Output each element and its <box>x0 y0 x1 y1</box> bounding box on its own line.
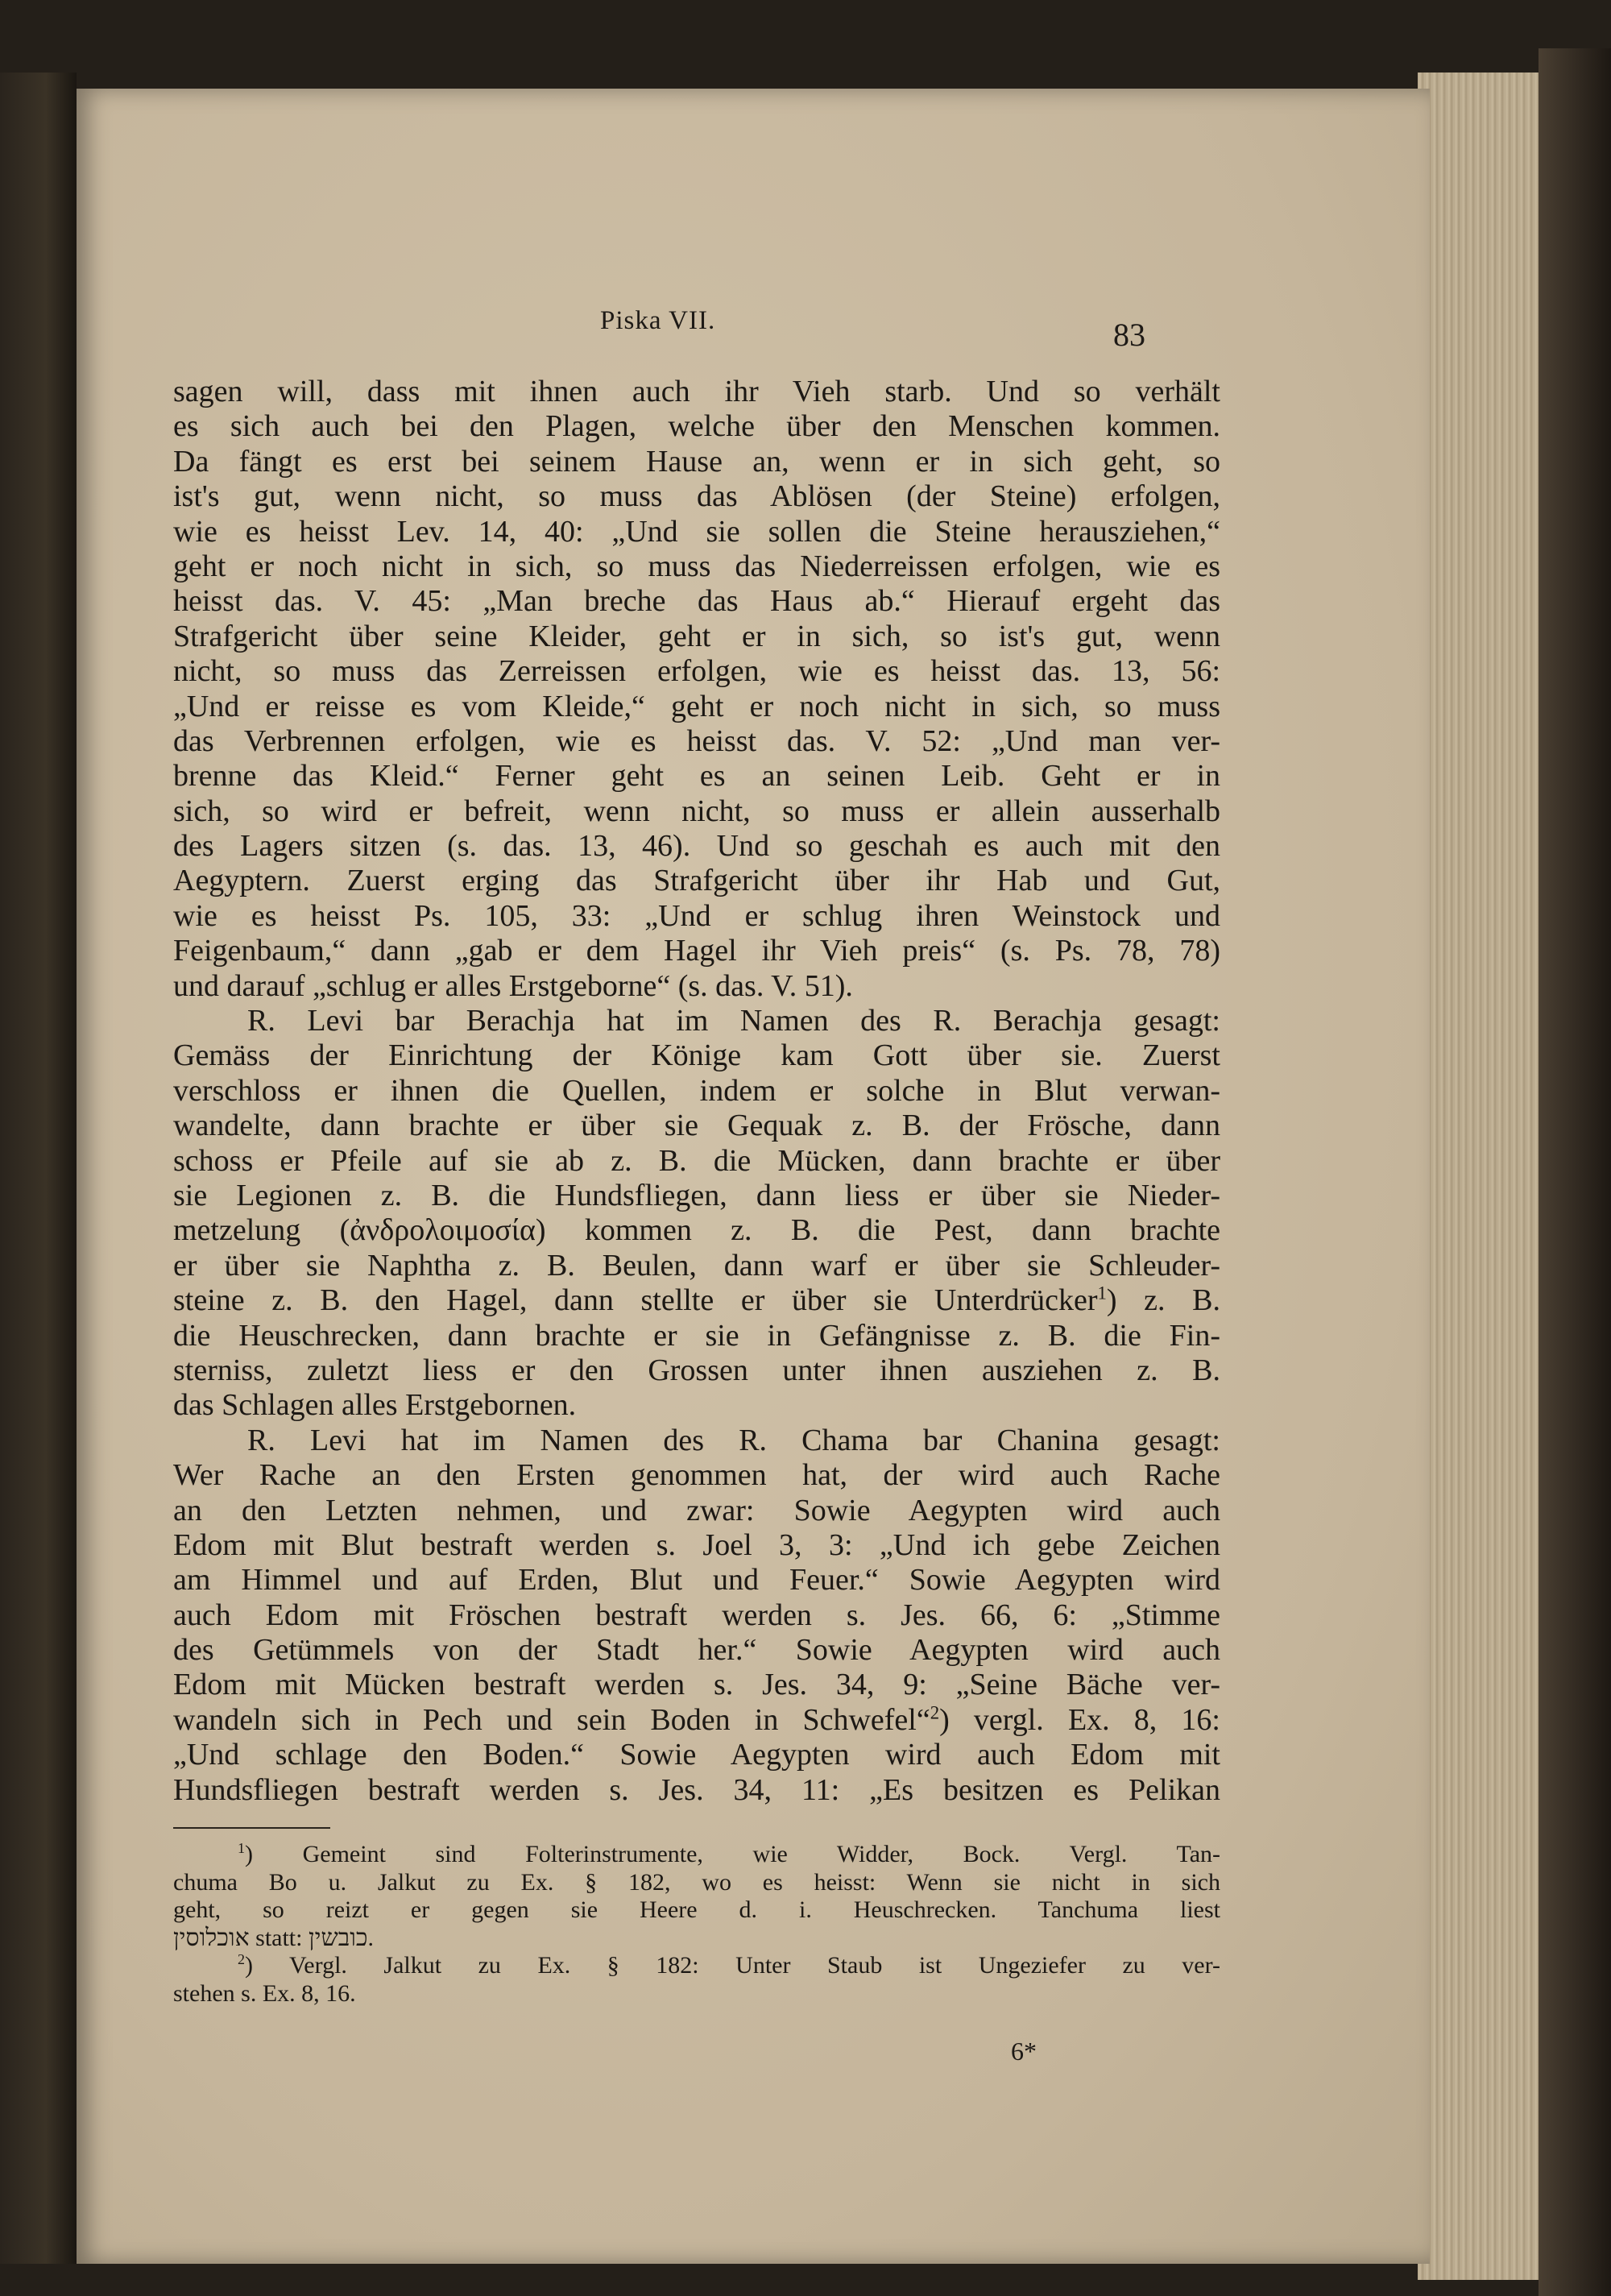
text-line: Edom mit Blut bestraft werden s. Joel 3, 3: „Und ich gebe Zeichen <box>173 1527 1220 1562</box>
text-segment: wandeln sich in Pech und sein Boden in Schwefel“ <box>173 1702 930 1737</box>
footnote-mark-1: 1 <box>238 1840 245 1856</box>
footnote-2 <box>173 1952 1220 1980</box>
footnote-text: ) Vergl. Jalkut zu Ex. § 182: Unter Staub ist Ungeziefer zu ver- <box>245 1952 1220 1979</box>
footnote-ref-1: 1 <box>1097 1283 1107 1303</box>
paragraph-start-line: R. Levi bar Berachja hat im Namen des R. Berachja gesagt: <box>247 1004 1220 1038</box>
text-line: die Heuschrecken, dann brachte er sie in Gefängnisse z. B. die Fin- <box>173 1318 1220 1353</box>
text-line: Strafgericht über seine Kleider, geht er in sich, so ist's gut, wenn <box>173 619 1220 653</box>
footnote-mark-2: 2 <box>238 1951 245 1967</box>
text-line: nicht, so muss das Zerreissen erfolgen, wie es heisst das. 13, 56: <box>173 654 1220 689</box>
text-line-with-footnote-ref <box>173 1703 1220 1738</box>
text-line: Gemäss der Einrichtung der Könige kam Gott über sie. Zuerst <box>173 1038 1220 1073</box>
text-line: es sich auch bei den Plagen, welche über den Menschen kommen. <box>173 409 1220 444</box>
text-line: das Schlagen alles Erstgebornen. <box>173 1388 577 1423</box>
page-number: 83 <box>1113 317 1145 353</box>
text-line: ist's gut, wenn nicht, so muss das Ablösen (der Steine) erfolgen, <box>173 479 1220 514</box>
text-segment: ) vergl. Ex. 8, 16: <box>939 1702 1220 1737</box>
text-line: Wer Rache an den Ersten genommen hat, der wird auch Rache <box>173 1458 1220 1493</box>
footnote-line: stehen s. Ex. 8, 16. <box>173 1979 356 2007</box>
text-line-with-footnote-ref <box>173 1283 1220 1318</box>
footnote-1 <box>173 1841 1220 1869</box>
footnote-line: אוכלוסין statt: כובשין. <box>173 1924 375 1951</box>
footnote-line: geht, so reizt er gegen sie Heere d. i. Heuschrecken. Tanchuma liest <box>173 1896 1220 1923</box>
text-line: das Verbrennen erfolgen, wie es heisst das. V. 52: „Und man ver- <box>173 723 1220 758</box>
text-segment: ) z. B. <box>1106 1283 1220 1318</box>
footnote-line: chuma Bo u. Jalkut zu Ex. § 182, wo es heisst: Wenn sie nicht in sich <box>173 1868 1220 1896</box>
text-line: heisst das. V. 45: „Man breche das Haus ab.“ Hierauf ergeht das <box>173 584 1220 619</box>
footnote-ref-2: 2 <box>930 1702 940 1723</box>
text-line: sagen will, dass mit ihnen auch ihr Vieh starb. Und so verhält <box>173 375 1220 408</box>
running-head: Piska VII. <box>600 306 716 335</box>
text-line: und darauf „schlug er alles Erstgeborne“ (s. das. V. 51). <box>173 968 853 1003</box>
text-line: am Himmel und auf Erden, Blut und Feuer.“ Sowie Aegypten wird <box>173 1563 1220 1598</box>
text-line: auch Edom mit Fröschen bestraft werden s. Jes. 66, 6: „Stimme <box>173 1598 1220 1632</box>
signature-mark: 6* <box>1011 2037 1037 2066</box>
text-line: sterniss, zuletzt liess er den Grossen unter ihnen ausziehen z. B. <box>173 1353 1220 1387</box>
text-line: „Und schlage den Boden.“ Sowie Aegypten wird auch Edom mit <box>173 1738 1220 1772</box>
text-line: „Und er reisse es vom Kleide,“ geht er noch nicht in sich, so muss <box>173 689 1220 723</box>
text-line: schoss er Pfeile auf sie ab z. B. die Mücken, dann brachte er über <box>173 1143 1220 1178</box>
text-line: des Lagers sitzen (s. das. 13, 46). Und so geschah es auch mit den <box>173 829 1220 864</box>
text-line: Da fängt es erst bei seinem Hause an, wenn er in sich geht, so <box>173 444 1220 479</box>
text-line: geht er noch nicht in sich, so muss das Niederreissen erfolgen, wie es <box>173 549 1220 583</box>
text-line: metzelung (ἀνδρολοιμοσία) kommen z. B. die Pest, dann brachte <box>173 1213 1220 1248</box>
text-line: sich, so wird er befreit, wenn nicht, so muss er allein ausserhalb <box>173 794 1220 828</box>
text-line: wandelte, dann brachte er über sie Gequak z. B. der Frösche, dann <box>173 1109 1220 1143</box>
text-line: an den Letzten nehmen, und zwar: Sowie Aegypten wird auch <box>173 1493 1220 1527</box>
book-page <box>77 89 1430 2264</box>
page-header <box>77 306 1430 354</box>
text-line: verschloss er ihnen die Quellen, indem er solche in Blut verwan- <box>173 1073 1220 1108</box>
text-line: brenne das Kleid.“ Ferner geht es an seinen Leib. Geht er in <box>173 759 1220 794</box>
text-segment: steine z. B. den Hagel, dann stellte er über sie Unterdrücker <box>173 1283 1098 1318</box>
text-line: wie es heisst Ps. 105, 33: „Und er schlug ihren Weinstock und <box>173 898 1220 933</box>
text-line: sie Legionen z. B. die Hundsfliegen, dann liess er über sie Nieder- <box>173 1178 1220 1212</box>
body-text <box>173 375 1220 1808</box>
text-line: Feigenbaum,“ dann „gab er dem Hagel ihr Vieh preis“ (s. Ps. 78, 78) <box>173 934 1220 968</box>
footnote-rule <box>173 1827 330 1829</box>
text-line: wie es heisst Lev. 14, 40: „Und sie sollen die Steine herausziehen,“ <box>173 514 1220 549</box>
paragraph-start-line: R. Levi hat im Namen des R. Chama bar Chanina gesagt: <box>247 1423 1220 1457</box>
text-line: Hundsfliegen bestraft werden s. Jes. 34, 11: „Es besitzen es Pelikan <box>173 1772 1220 1807</box>
text-line: Edom mit Mücken bestraft werden s. Jes. 34, 9: „Seine Bäche ver- <box>173 1668 1220 1702</box>
footnote-text: ) Gemeint sind Folterinstrumente, wie Widder, Bock. Vergl. Tan- <box>245 1841 1220 1867</box>
left-page-edge <box>0 73 77 2264</box>
text-line: er über sie Naphtha z. B. Beulen, dann warf er über sie Schleuder- <box>173 1248 1220 1283</box>
text-line: des Getümmels von der Stadt her.“ Sowie Aegypten wird auch <box>173 1633 1220 1668</box>
text-line: Aegyptern. Zuerst erging das Strafgericht über ihr Hab und Gut, <box>173 864 1220 898</box>
book-cover-edge <box>1539 48 1611 2296</box>
footnotes <box>173 1841 1220 2008</box>
